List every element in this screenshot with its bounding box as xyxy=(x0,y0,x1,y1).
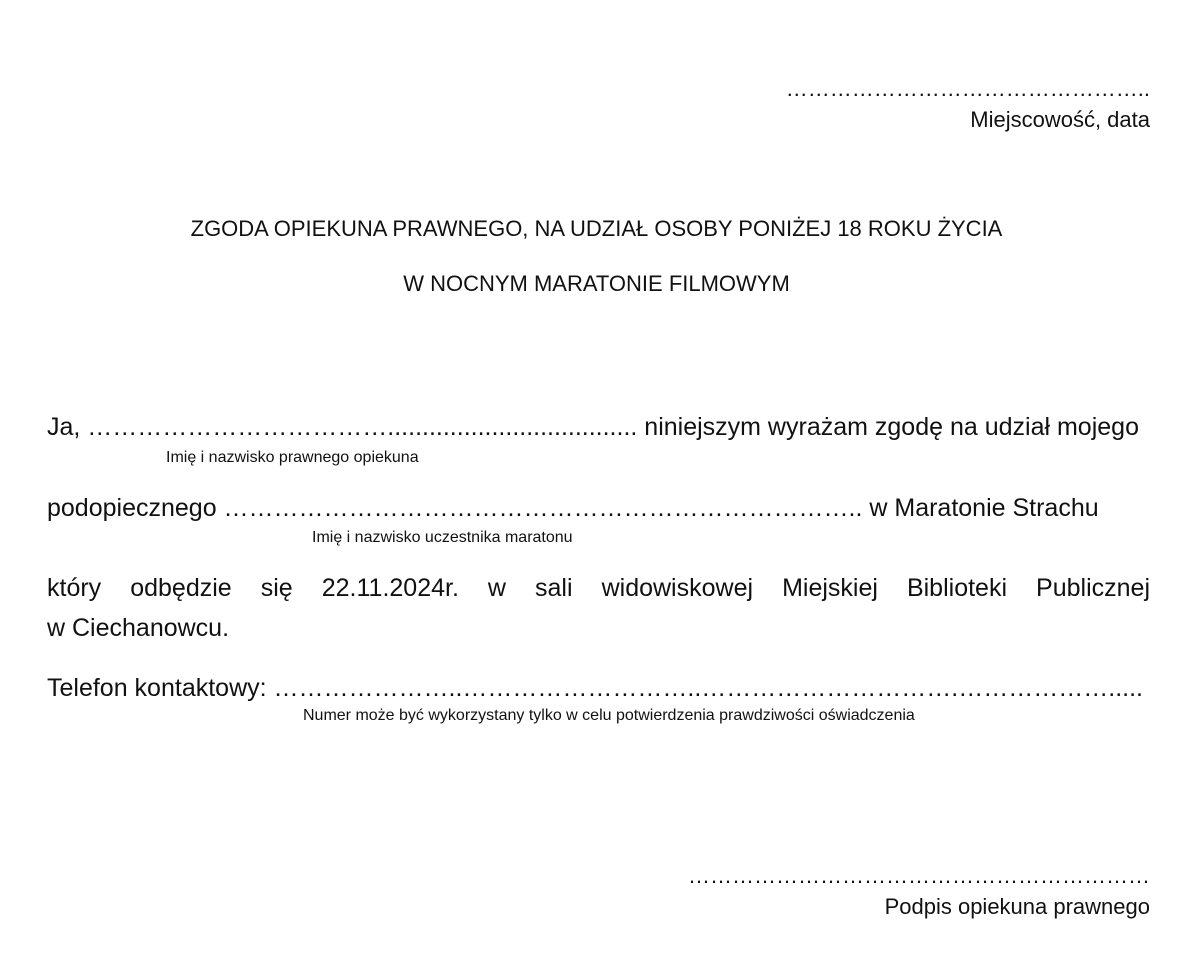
form-title-line-2: W NOCNYM MARATONIE FILMOWYM xyxy=(403,271,790,296)
signature-label: Podpis opiekuna prawnego xyxy=(884,894,1150,919)
event-details-line: który odbędzie się 22.11.2024r. w sali widowiskowej Miejskiej Biblioteki Publicznej xyxy=(47,574,1150,602)
participant-name-caption: Imię i nazwisko uczestnika maratonu xyxy=(312,529,573,546)
participant-name-line: podopiecznego ………………………………………………………………….. w Maratonie Strachu xyxy=(47,494,1099,522)
contact-phone-caption: Numer może być wykorzystany tylko w celu potwierdzenia prawdziwości oświadczenia xyxy=(303,707,915,724)
guardian-name-caption: Imię i nazwisko prawnego opiekuna xyxy=(166,449,419,466)
event-location-line: w Ciechanowcu. xyxy=(47,614,230,642)
place-date-dotted-line: ………………………………………….. xyxy=(785,76,1150,101)
signature-dotted-line: ……………………………………………………… xyxy=(688,863,1150,888)
contact-phone-line: Telefon kontaktowy: …………………..………………………..………………………….………………..... xyxy=(47,674,1143,702)
place-date-label: Miejscowość, data xyxy=(970,107,1150,132)
form-title-line-1: ZGODA OPIEKUNA PRAWNEGO, NA UDZIAŁ OSOBY PONIŻEJ 18 ROKU ŻYCIA xyxy=(190,216,1003,241)
guardian-name-line: Ja, ……………………………….................................... niniejszym wyrażam zgodę na udział mojego xyxy=(47,413,1139,441)
